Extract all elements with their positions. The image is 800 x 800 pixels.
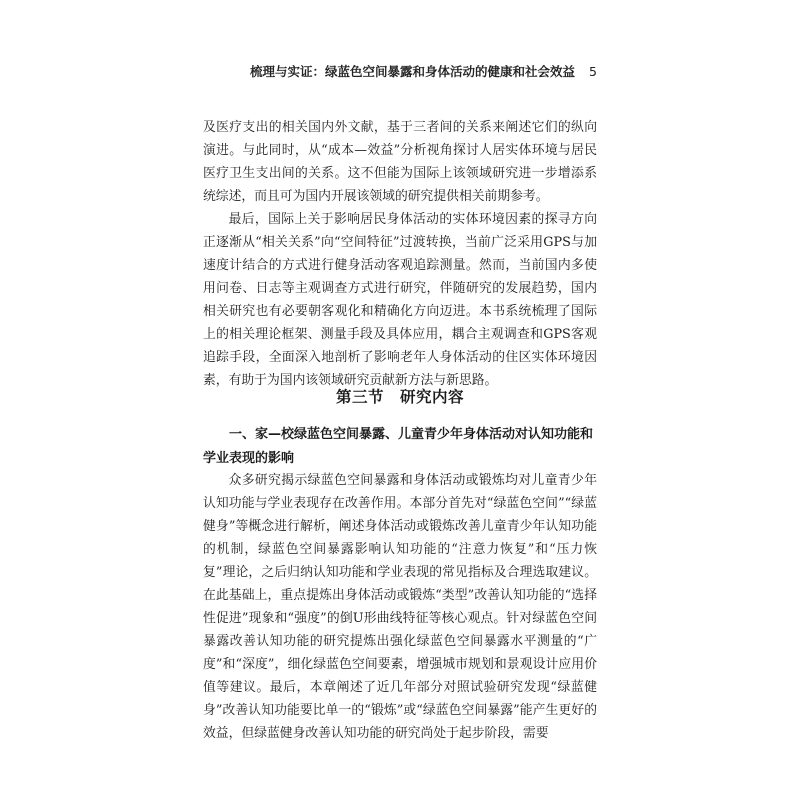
- section-heading: 第三节 研究内容: [335, 388, 464, 406]
- page-number: 5: [589, 64, 597, 79]
- body-text-top: [203, 116, 597, 392]
- subsection-heading: 一、家—校绿蓝色空间暴露、儿童青少年身体活动对认知功能和学业表现的影响: [203, 427, 594, 466]
- body-text-bottom: [203, 469, 597, 745]
- paragraph: 最后，国际上关于影响居民身体活动的实体环境因素的探寻方向正逐渐从“相关关系”向“空间特征”过渡转换，当前广泛采用GPS与加速度计结合的方式进行健身活动客观追踪测量。然而，当前国内多使用问卷、日志等主观调查方式进行研究，伴随研究的发展趋势，国内相关研究也有必要朝客观化和精确化方向迈进。本书系统梳理了国际上的相关理论框架、测量手段及具体应用，耦合主观调查和GPS客观追踪手段，全面深入地剖析了影响老年人身体活动的住区实体环境因素，有助于为国内该领域研究贡献新方法与新思路。: [203, 212, 597, 388]
- paragraph: 及医疗支出的相关国内外文献，基于三者间的关系来阐述它们的纵向演进。与此同时，从“成本—效益”分析视角探讨人居实体环境与居民医疗卫生支出间的关系。这不但能为国际上该领域研究进一步增添系统综述，而且可为国内开展该领域的研究提供相关前期参考。: [203, 120, 597, 204]
- running-head: [203, 62, 597, 80]
- paragraph: 众多研究揭示绿蓝色空间暴露和身体活动或锻炼均对儿童青少年认知功能与学业表现存在改善作用。本部分首先对“绿蓝色空间”“绿蓝健身”等概念进行解析，阐述身体活动或锻炼改善儿童青少年认知功能的机制，绿蓝色空间暴露影响认知功能的“注意力恢复”和“压力恢复”理论，之后归纳认知功能和学业表现的常见指标及合理选取建议。在此基础上，重点提炼出身体活动或锻炼“类型”改善认知功能的“选择性促进”现象和“强度”的倒U形曲线特征等核心观点。针对绿蓝色空间暴露改善认知功能的研究提炼出强化绿蓝色空间暴露水平测量的“广度”和“深度”，细化绿蓝色空间要素，增强城市规划和景观设计应用价值等建议。最后，本章阐述了近几年部分对照试验研究发现“绿蓝健身”改善认知功能要比单一的“锻炼”或“绿蓝色空间暴露”能产生更好的效益，但绿蓝健身改善认知功能的研究尚处于起步阶段，需要: [203, 473, 597, 741]
- running-title: 梳理与实证：绿蓝色空间暴露和身体活动的健康和社会效益: [250, 64, 576, 79]
